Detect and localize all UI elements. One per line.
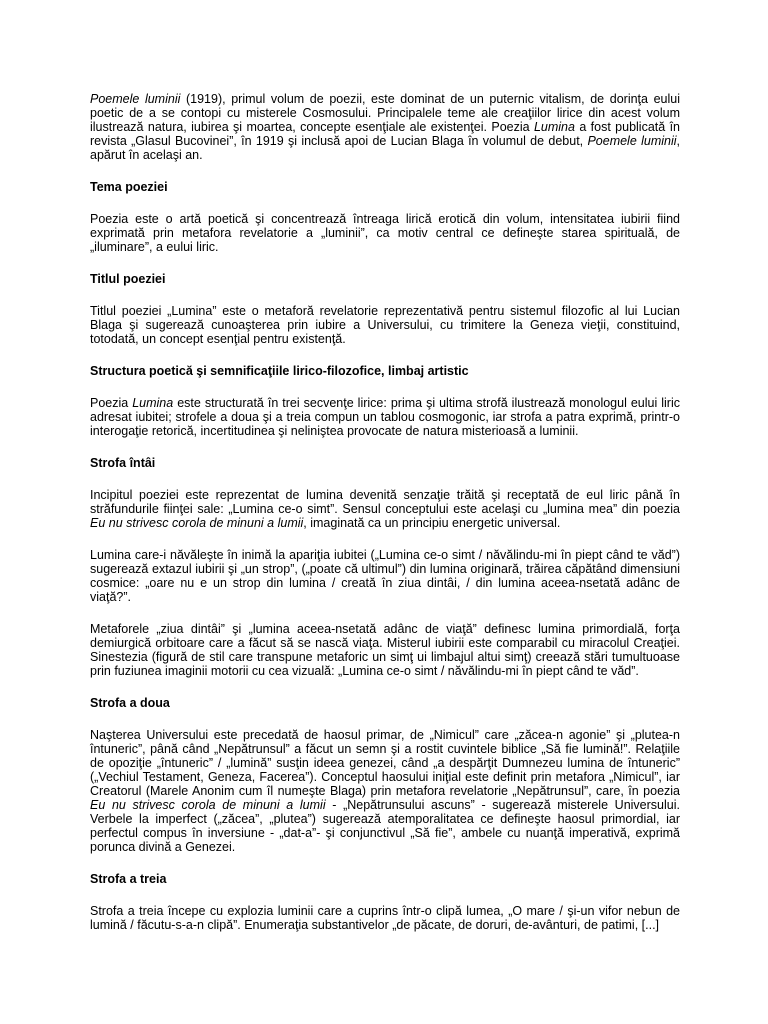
italic-title: Lumina [132,396,174,410]
strofa-1-paragraph-b: Lumina care-i năvăleşte în inimă la apariţia iubitei („Lumina ce-o simt / năvălindu-mi în piept când te văd”) sugerează extazul iubirii şi „un strop”, („poate că ultimul”) din lumina originară, trăirea căpătând dimensiuni cosmice: „oare nu e un strop din lumina / creată în ziua dintâi, / din lumina aceea-nsetată adânc de viaţă?”. [90,548,680,604]
strofa-1-paragraph-a [90,488,680,530]
text-run: a fost publicată în revista „Glasul Bucovinei”, în 1919 şi inclusă apoi de Lucian Blaga în volumul de debut, [90,120,680,148]
titlul-paragraph: Titlul poeziei „Lumina” este o metaforă revelatorie reprezentativă pentru sistemul filozofic al lui Lucian Blaga şi sugerează cunoaşterea prin iubire a Universului, cu trimitere la Geneza vieţii, constituind, totodată, un concept esenţial pentru existenţă. [90,304,680,346]
section-heading-tema: Tema poeziei [90,180,168,194]
italic-title: Eu nu strivesc corola de minuni a lumii [90,798,326,812]
text-run: Naşterea Universului este precedată de haosul primar, de „Nimicul” care „zăcea-n agonie” şi „plutea-n întuneric”, până când „Nepătrunsul” a făcut un semn şi a rostit cuvintele biblice „Să fie lumină!”. Relaţiile de opoziţie „întuneric” / „lumină” susţin ideea genezei, când „a despărţit Dumnezeu lumina de întuneric” („Vechiul Testament, Geneza, Facerea”). Conceptul haosului iniţial este definit prin metafora „Nimicul”, iar Creatorul (Marele Anonim cum îl numeşte Blaga) prin metafora revelatorie „Nepătrunsul”, care, în poezia [90,728,680,798]
italic-title: Lumina [533,120,575,134]
text-run: Incipitul poeziei este reprezentat de lumina devenită senzaţie trăită şi receptată de eul liric până în străfundurile fiinţei sale: „Lumina ce-o simt”. Sensul conceptului este acelaşi cu „lumina mea” din poezia [90,488,680,516]
section-heading-strofa-1: Strofa întâi [90,456,156,470]
strofa-2-paragraph [90,728,680,854]
section-heading-strofa-3: Strofa a treia [90,872,167,886]
section-heading-strofa-2: Strofa a doua [90,696,170,710]
text-run: Poezia [90,396,133,410]
italic-title: Poemele luminii [587,134,677,148]
document-body [90,92,680,950]
tema-paragraph: Poezia este o artă poetică şi concentrează întreaga lirică erotică din volum, intensitatea iubirii fiind exprimată prin metafora revelatorie a „luminii”, ca motiv central ce defineşte starea spirituală, de „iluminare”, a eului liric. [90,212,680,254]
text-run: - „Nepătrunsului ascuns” - sugerează misterele Universului. Verbele la imperfect („zăcea”, „plutea”) sugerează atemporalitatea ce defineşte haosul primordial, iar perfectul compus în inversiune - „dat-a”- şi conjunctivul „Să fie”, ambele cu nuanţă imperativă, exprimă porunca divină a Genezei. [90,798,680,854]
italic-title: Eu nu strivesc corola de minuni a lumii [90,516,304,530]
strofa-3-paragraph: Strofa a treia începe cu explozia luminii care a cuprins într-o clipă lumea, „O mare / şi-un vifor nebun de lumină / făcutu-s-a-n clipă”. Enumeraţia substantivelor „de păcate, de doruri, de-avânturi, de patimi, [...] [90,904,680,932]
structura-paragraph [90,396,680,438]
text-run: , imaginată ca un principiu energetic universal. [303,516,561,530]
strofa-1-paragraph-c: Metaforele „ziua dintâi” şi „lumina aceea-nsetată adânc de viaţă” definesc lumina primordială, forţa demiurgică orbitoare care a făcut să se nască viaţa. Misterul iubirii este comparabil cu miracolul Creaţiei. Sinestezia (figură de stil care transpune metaforic un simţ ui limbajul altui simţ) creează stări tumultuoase prin fuziunea imaginii motorii cu cea vizuală: „Lumina ce-o simt / năvălindu-mi în piept când te văd”. [90,622,680,678]
section-heading-titlul: Titlul poeziei [90,272,166,286]
text-run: este structurată în trei secvenţe lirice: prima şi ultima strofă ilustrează monologul eului liric adresat iubitei; strofele a doua şi a treia compun un tablou cosmogonic, iar strofa a patra exprimă, printr-o interogaţie retorică, incertitudinea şi neliniştea provocate de natura misterioasă a luminii. [90,396,680,438]
text-run: , apărut în acelaşi an. [90,134,680,162]
italic-title: Poemele luminii [90,92,181,106]
section-heading-structura: Structura poetică şi semnificaţiile lirico-filozofice, limbaj artistic [90,364,469,378]
intro-paragraph [90,92,680,162]
text-run: (1919), primul volum de poezii, este dominat de un puternic vitalism, de dorinţa eului poetic de a se contopi cu misterele Cosmosului. Principalele teme ale creaţiilor lirice din acest volum ilustrează natura, iubirea şi moartea, concepte esenţiale ale existenţei. Poezia [90,92,680,134]
